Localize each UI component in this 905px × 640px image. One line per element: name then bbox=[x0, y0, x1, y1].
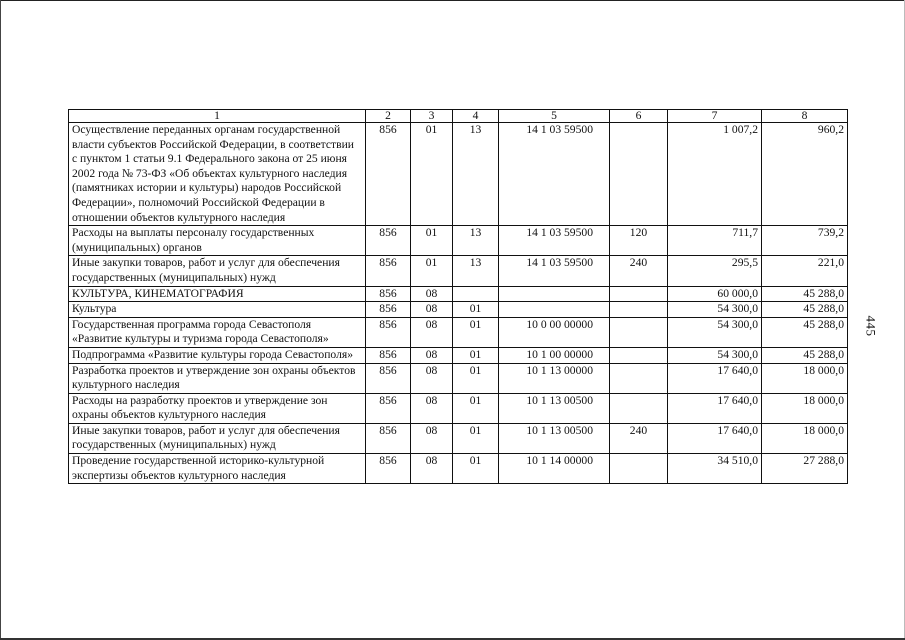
row-expense-type-cell: 120 bbox=[610, 226, 668, 256]
table-header-row bbox=[69, 110, 848, 123]
row-amount-year2-cell: 960,2 bbox=[762, 123, 848, 226]
row-section-cell: 08 bbox=[411, 286, 453, 302]
row-name-cell: Культура bbox=[69, 302, 366, 318]
row-section-cell: 01 bbox=[411, 226, 453, 256]
row-amount-year1-cell: 711,7 bbox=[668, 226, 762, 256]
row-target-article-cell: 14 1 03 59500 bbox=[499, 256, 610, 286]
row-grbs-cell: 856 bbox=[366, 317, 411, 347]
table-row bbox=[69, 454, 848, 484]
header-cell: 5 bbox=[499, 110, 610, 123]
row-target-article-cell: 10 1 14 00000 bbox=[499, 454, 610, 484]
table-row bbox=[69, 226, 848, 256]
header-cell: 2 bbox=[366, 110, 411, 123]
row-grbs-cell: 856 bbox=[366, 347, 411, 363]
table-row bbox=[69, 286, 848, 302]
row-amount-year1-cell: 295,5 bbox=[668, 256, 762, 286]
row-amount-year2-cell: 739,2 bbox=[762, 226, 848, 256]
row-section-cell: 08 bbox=[411, 363, 453, 393]
row-amount-year2-cell: 45 288,0 bbox=[762, 347, 848, 363]
table-body bbox=[69, 110, 848, 484]
row-section-cell: 08 bbox=[411, 454, 453, 484]
row-grbs-cell: 856 bbox=[366, 226, 411, 256]
table-row bbox=[69, 423, 848, 453]
row-name-cell: Расходы на разработку проектов и утверждение зон охраны объектов культурного наследия bbox=[69, 393, 366, 423]
row-grbs-cell: 856 bbox=[366, 256, 411, 286]
row-amount-year2-cell: 18 000,0 bbox=[762, 363, 848, 393]
row-expense-type-cell bbox=[610, 123, 668, 226]
header-cell: 6 bbox=[610, 110, 668, 123]
row-amount-year2-cell: 45 288,0 bbox=[762, 317, 848, 347]
header-cell: 8 bbox=[762, 110, 848, 123]
row-grbs-cell: 856 bbox=[366, 286, 411, 302]
row-expense-type-cell bbox=[610, 286, 668, 302]
row-section-cell: 08 bbox=[411, 302, 453, 318]
table-row bbox=[69, 256, 848, 286]
table-row bbox=[69, 302, 848, 318]
header-cell: 7 bbox=[668, 110, 762, 123]
row-grbs-cell: 856 bbox=[366, 302, 411, 318]
row-grbs-cell: 856 bbox=[366, 363, 411, 393]
row-grbs-cell: 856 bbox=[366, 123, 411, 226]
row-amount-year1-cell: 1 007,2 bbox=[668, 123, 762, 226]
table-row bbox=[69, 317, 848, 347]
row-target-article-cell: 10 1 13 00500 bbox=[499, 393, 610, 423]
row-section-cell: 08 bbox=[411, 393, 453, 423]
row-expense-type-cell: 240 bbox=[610, 256, 668, 286]
row-target-article-cell: 14 1 03 59500 bbox=[499, 226, 610, 256]
page-number: 445 bbox=[863, 315, 879, 337]
row-amount-year1-cell: 60 000,0 bbox=[668, 286, 762, 302]
row-expense-type-cell bbox=[610, 302, 668, 318]
row-subsection-cell: 13 bbox=[453, 123, 499, 226]
row-target-article-cell: 10 1 13 00500 bbox=[499, 423, 610, 453]
row-target-article-cell: 14 1 03 59500 bbox=[499, 123, 610, 226]
row-amount-year1-cell: 17 640,0 bbox=[668, 363, 762, 393]
row-name-cell: КУЛЬТУРА, КИНЕМАТОГРАФИЯ bbox=[69, 286, 366, 302]
scan-border-top bbox=[0, 0, 905, 1]
row-amount-year1-cell: 17 640,0 bbox=[668, 423, 762, 453]
row-grbs-cell: 856 bbox=[366, 454, 411, 484]
row-amount-year1-cell: 34 510,0 bbox=[668, 454, 762, 484]
row-amount-year2-cell: 45 288,0 bbox=[762, 302, 848, 318]
row-section-cell: 08 bbox=[411, 347, 453, 363]
row-amount-year1-cell: 17 640,0 bbox=[668, 393, 762, 423]
row-amount-year1-cell: 54 300,0 bbox=[668, 302, 762, 318]
row-name-cell: Иные закупки товаров, работ и услуг для обеспечения государственных (муниципальных) нужд bbox=[69, 423, 366, 453]
row-amount-year1-cell: 54 300,0 bbox=[668, 317, 762, 347]
row-grbs-cell: 856 bbox=[366, 423, 411, 453]
row-subsection-cell: 01 bbox=[453, 302, 499, 318]
row-amount-year2-cell: 18 000,0 bbox=[762, 423, 848, 453]
row-subsection-cell: 01 bbox=[453, 393, 499, 423]
row-target-article-cell: 10 0 00 00000 bbox=[499, 317, 610, 347]
row-expense-type-cell bbox=[610, 363, 668, 393]
header-cell: 4 bbox=[453, 110, 499, 123]
row-grbs-cell: 856 bbox=[366, 393, 411, 423]
row-target-article-cell: 10 1 13 00000 bbox=[499, 363, 610, 393]
row-subsection-cell: 01 bbox=[453, 363, 499, 393]
row-name-cell: Разработка проектов и утверждение зон охраны объектов культурного наследия bbox=[69, 363, 366, 393]
table-row bbox=[69, 123, 848, 226]
row-section-cell: 01 bbox=[411, 256, 453, 286]
row-expense-type-cell bbox=[610, 347, 668, 363]
row-subsection-cell: 01 bbox=[453, 317, 499, 347]
row-expense-type-cell bbox=[610, 317, 668, 347]
row-expense-type-cell bbox=[610, 454, 668, 484]
budget-table bbox=[68, 109, 848, 484]
row-name-cell: Государственная программа города Севастополя «Развитие культуры и туризма города Севастополя» bbox=[69, 317, 366, 347]
header-cell: 3 bbox=[411, 110, 453, 123]
row-target-article-cell: 10 1 00 00000 bbox=[499, 347, 610, 363]
row-name-cell: Осуществление переданных органам государственной власти субъектов Российской Федерации, в соответствии с пунктом 1 статьи 9.1 Федерального закона от 25 июня 2002 года № 73-ФЗ «Об объектах культурного наследия (памятниках истории и культуры) народов Российской Федерации», полномочий Российской Федерации в отношении объектов культурного наследия bbox=[69, 123, 366, 226]
row-subsection-cell: 01 bbox=[453, 454, 499, 484]
row-name-cell: Расходы на выплаты персоналу государственных (муниципальных) органов bbox=[69, 226, 366, 256]
row-expense-type-cell bbox=[610, 393, 668, 423]
row-section-cell: 08 bbox=[411, 317, 453, 347]
row-amount-year2-cell: 45 288,0 bbox=[762, 286, 848, 302]
row-amount-year2-cell: 27 288,0 bbox=[762, 454, 848, 484]
row-subsection-cell: 01 bbox=[453, 347, 499, 363]
row-subsection-cell: 13 bbox=[453, 256, 499, 286]
row-name-cell: Проведение государственной историко-культурной экспертизы объектов культурного наследия bbox=[69, 454, 366, 484]
row-expense-type-cell: 240 bbox=[610, 423, 668, 453]
row-subsection-cell: 01 bbox=[453, 423, 499, 453]
row-name-cell: Иные закупки товаров, работ и услуг для обеспечения государственных (муниципальных) нужд bbox=[69, 256, 366, 286]
table-row bbox=[69, 363, 848, 393]
header-cell: 1 bbox=[69, 110, 366, 123]
table-row bbox=[69, 393, 848, 423]
row-name-cell: Подпрограмма «Развитие культуры города Севастополя» bbox=[69, 347, 366, 363]
scan-border-left bbox=[0, 0, 1, 640]
row-section-cell: 08 bbox=[411, 423, 453, 453]
row-amount-year2-cell: 18 000,0 bbox=[762, 393, 848, 423]
row-subsection-cell bbox=[453, 286, 499, 302]
table-row bbox=[69, 347, 848, 363]
row-amount-year2-cell: 221,0 bbox=[762, 256, 848, 286]
row-target-article-cell bbox=[499, 286, 610, 302]
row-target-article-cell bbox=[499, 302, 610, 318]
row-subsection-cell: 13 bbox=[453, 226, 499, 256]
row-section-cell: 01 bbox=[411, 123, 453, 226]
row-amount-year1-cell: 54 300,0 bbox=[668, 347, 762, 363]
